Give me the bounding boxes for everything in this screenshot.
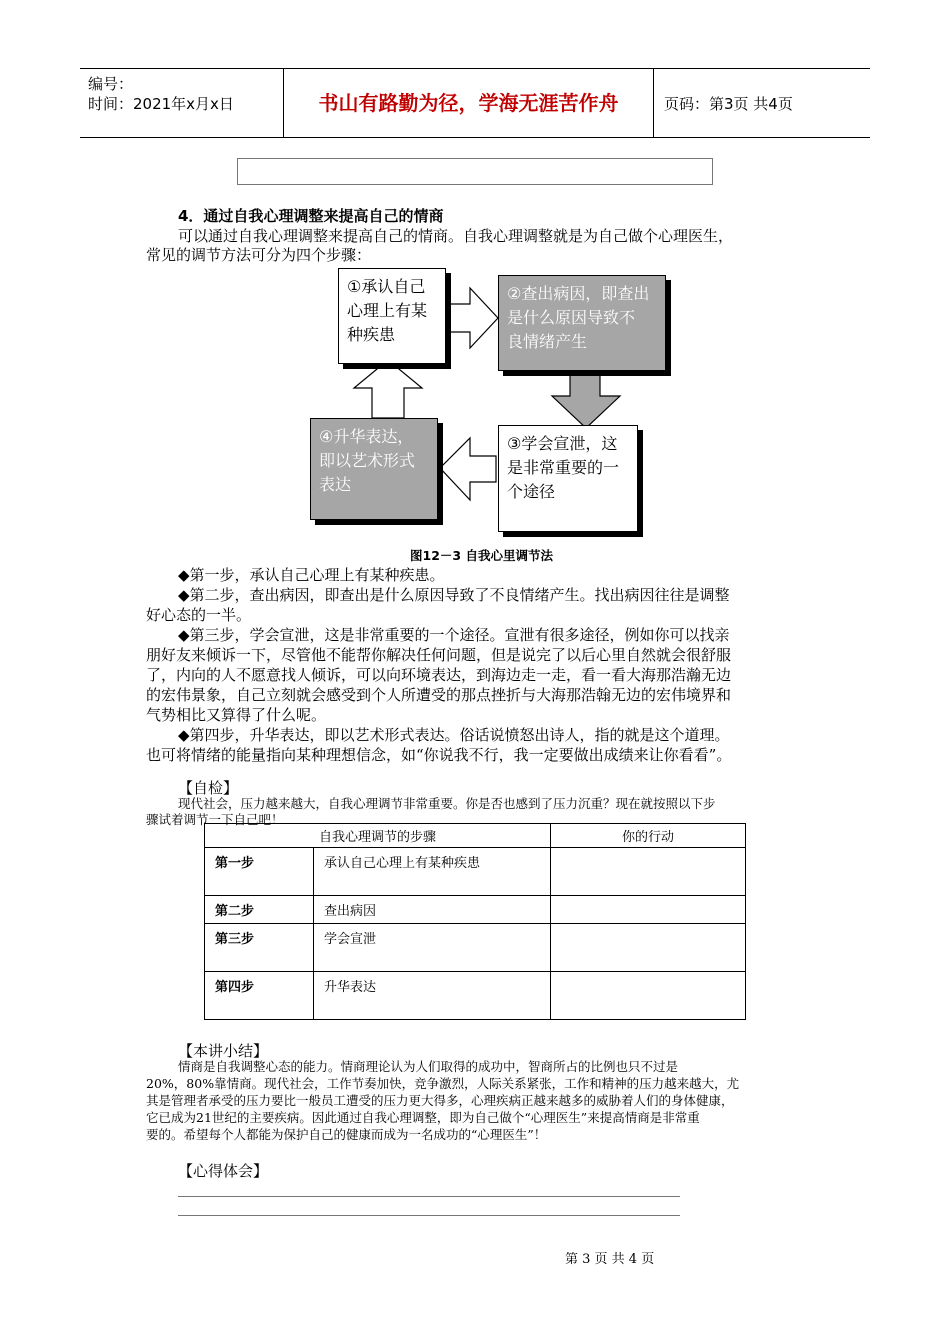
- table-header-steps: 自我心理调节的步骤: [205, 824, 551, 848]
- selfcheck-table: [204, 823, 746, 1020]
- page-footer: 第 3 页 共 4 页: [565, 1252, 655, 1267]
- step2-box: [498, 275, 666, 371]
- intro-line-2: 常见的调节方法可分为四个步骤：: [146, 246, 372, 264]
- table-desc-cell: 承认自己心理上有某种疾患: [314, 848, 551, 896]
- step3-paragraph-line5: 气势相比又算得了什么呢。: [146, 706, 327, 724]
- table-action-cell[interactable]: [551, 924, 746, 972]
- step1-line1: ①承认自己: [347, 277, 426, 296]
- step3-paragraph-line3: 了，内向的人不愿意找人倾诉，可以向环境表达，到海边走一走，看一看大海那浩瀚无边: [146, 666, 732, 684]
- reflection-line: [178, 1215, 680, 1216]
- table-row: [205, 924, 746, 972]
- step3-line1: ③学会宣泄，这: [507, 434, 618, 453]
- table-action-cell[interactable]: [551, 896, 746, 924]
- summary-line4: 它已成为21世纪的主要疾病。因此通过自我心理调整，即为自己做个“心理医生”来提高情商是非常重: [146, 1110, 700, 1125]
- empty-box: [237, 158, 713, 185]
- summary-line2: 20%，80%靠情商。现代社会，工作节奏加快，竞争激烈，人际关系紧张，工作和精神的压力越来越大，尤: [146, 1076, 740, 1091]
- step2-line2: 是什么原因导致不: [507, 308, 636, 327]
- arrow-right: [444, 288, 498, 348]
- table-desc-cell: 学会宣泄: [314, 924, 551, 972]
- selfcheck-line1: 现代社会，压力越来越大，自我心理调节非常重要。你是否也感到了压力沉重？现在就按照以下步: [178, 796, 716, 811]
- table-step-cell: 第一步: [205, 848, 314, 896]
- table-action-cell[interactable]: [551, 848, 746, 896]
- step2-line3: 良情绪产生: [507, 332, 588, 351]
- number-label: 编号：: [88, 75, 134, 93]
- summary-line5: 要的。希望每个人都能为保护自己的健康而成为一名成功的“心理医生”！: [146, 1127, 547, 1142]
- table-header-action: 你的行动: [551, 824, 746, 848]
- table-action-cell[interactable]: [551, 972, 746, 1020]
- header-left-cell: [80, 69, 284, 137]
- step4-line2: 即以艺术形式: [319, 451, 416, 470]
- table-row: [205, 896, 746, 924]
- selfcheck-title: 【自检】: [178, 779, 239, 797]
- step1-line3: 种疾患: [347, 325, 396, 344]
- step4-line1: ④升华表达，: [319, 427, 414, 446]
- step3-box: [498, 425, 638, 532]
- step4-paragraph-line2: 也可将情绪的能量指向某种理想信念，如“你说我不行，我一定要做出成绩来让你看看”。: [146, 746, 732, 764]
- arrow-down: [552, 372, 620, 428]
- header-motto: 书山有路勤为径，学海无涯苦作舟: [318, 91, 619, 115]
- step1-line2: 心理上有某: [347, 301, 428, 320]
- table-desc-cell: 查出病因: [314, 896, 551, 924]
- reflection-title: 【心得体会】: [178, 1162, 269, 1180]
- step3-paragraph-line1: ◆第三步，学会宣泄，这是非常重要的一个途径。宣泄有很多途径，例如你可以找亲: [178, 626, 730, 644]
- section-title: 4．通过自我心理调整来提高自己的情商: [178, 207, 444, 225]
- step3-paragraph-line4: 的宏伟景象，自己立刻就会感受到个人所遭受的那点挫折与大海那浩翰无边的宏伟境界和: [146, 686, 732, 704]
- table-row: [205, 848, 746, 896]
- table-step-cell: 第三步: [205, 924, 314, 972]
- step3-line2: 是非常重要的一: [507, 458, 620, 477]
- page-header: [80, 68, 870, 138]
- step4-paragraph-line1: ◆第四步，升华表达，即以艺术形式表达。俗话说愤怒出诗人，指的就是这个道理。: [178, 726, 730, 744]
- time-label: 时间：2021年x月x日: [88, 95, 234, 113]
- arrow-left: [440, 438, 496, 500]
- step4-box: [310, 418, 438, 520]
- table-row: [205, 972, 746, 1020]
- step3-paragraph-line2: 朋好友来倾诉一下，尽管他不能帮你解决任何问题，但是说完了以后心里自然就会很舒服: [146, 646, 732, 664]
- table-step-cell: 第四步: [205, 972, 314, 1020]
- header-right-cell: [653, 69, 871, 137]
- summary-line1: 情商是自我调整心态的能力。情商理论认为人们取得的成功中，智商所占的比例也只不过是: [178, 1059, 679, 1074]
- step1-paragraph: ◆第一步，承认自己心理上有某种疾患。: [178, 566, 445, 584]
- step4-line3: 表达: [319, 475, 352, 494]
- summary-title: 【本讲小结】: [178, 1042, 269, 1060]
- step1-box: [338, 268, 446, 364]
- selfcheck-line2: 骤试着调节一下自己吧！: [146, 812, 284, 827]
- table-step-cell: 第二步: [205, 896, 314, 924]
- summary-line3: 其是管理者承受的压力要比一般员工遭受的压力更大得多，心理疾病正越来越多的威胁着人们的身体健康，: [146, 1093, 734, 1108]
- step2-paragraph-line1: ◆第二步，查出病因，即查出是什么原因导致了不良情绪产生。找出病因往往是调整: [178, 586, 730, 604]
- step2-line1: ②查出病因，即查出: [507, 284, 650, 303]
- step2-paragraph-line2: 好心态的一半。: [146, 606, 252, 624]
- step3-line3: 个途径: [507, 482, 556, 501]
- arrow-up: [354, 360, 422, 418]
- table-header-row: [205, 824, 746, 848]
- reflection-line: [178, 1196, 680, 1197]
- intro-line-1: 可以通过自我心理调整来提高自己的情商。自我心理调整就是为自己做个心理医生，: [178, 227, 734, 245]
- table-desc-cell: 升华表达: [314, 972, 551, 1020]
- page-label: 页码：第3页 共4页: [664, 95, 793, 113]
- figure-caption: 图12－3 自我心里调节法: [410, 548, 553, 563]
